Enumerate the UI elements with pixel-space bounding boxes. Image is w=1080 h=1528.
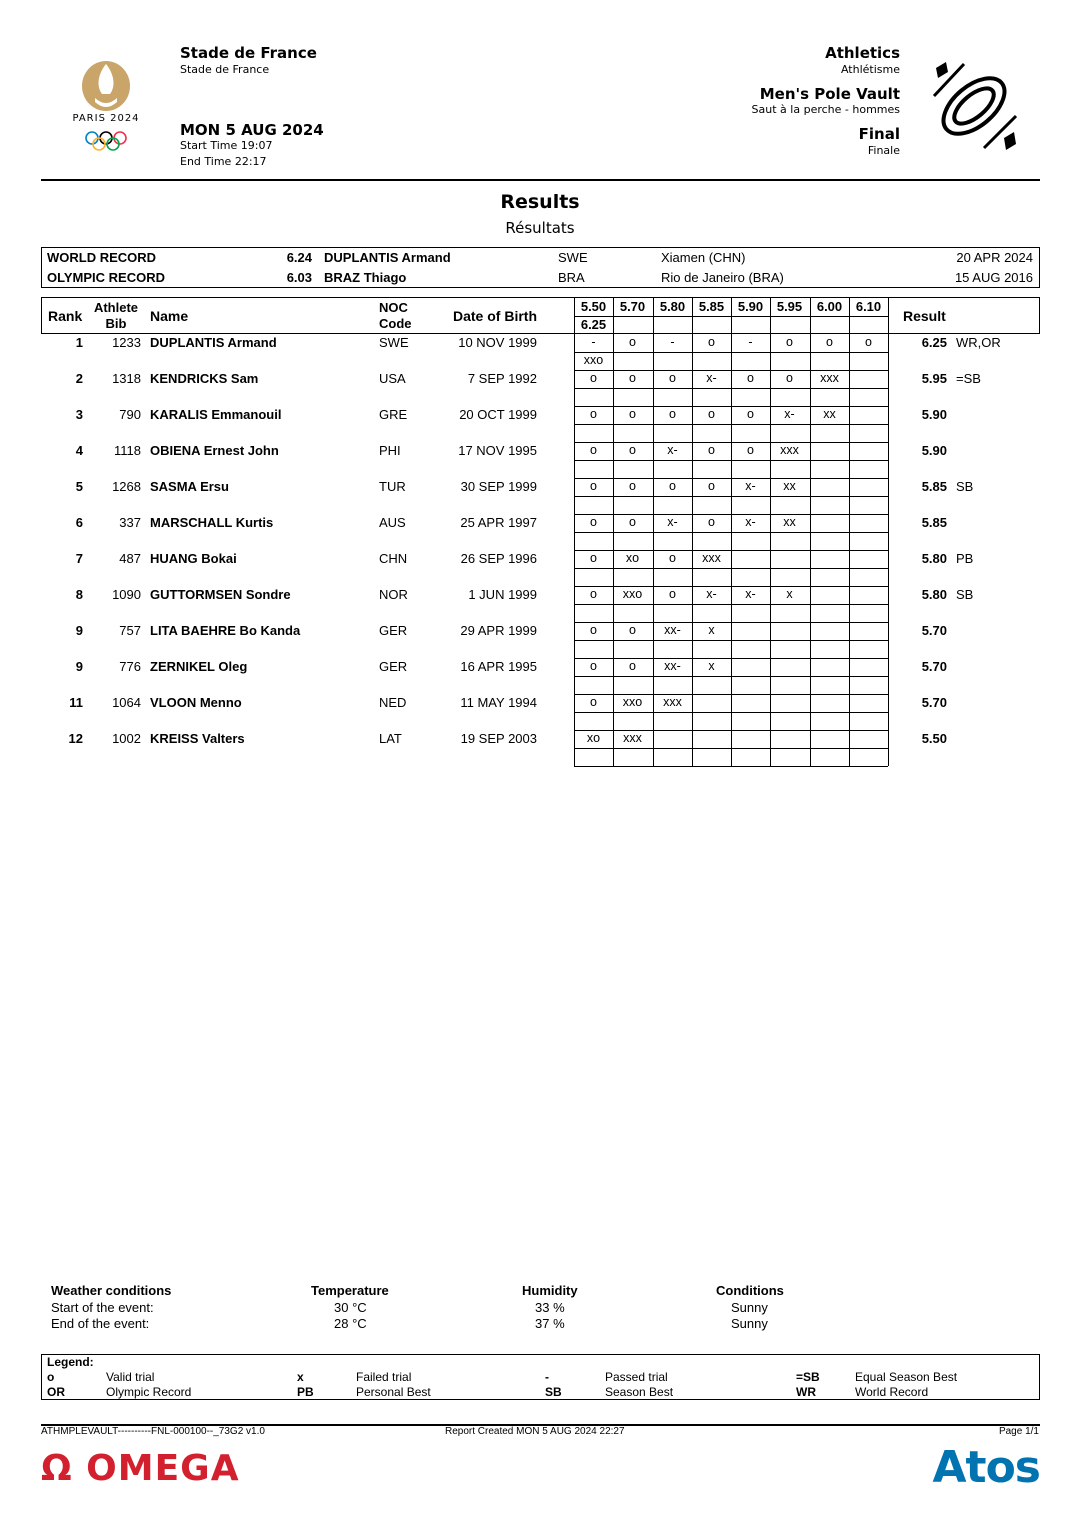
legend-code: WR xyxy=(796,1385,816,1399)
grid-line xyxy=(810,694,811,730)
athlete-name: DUPLANTIS Armand xyxy=(150,335,277,350)
grid-line xyxy=(888,370,889,406)
trial-cell: o xyxy=(590,479,597,493)
athlete-name: VLOON Menno xyxy=(150,695,242,710)
trial-cell: o xyxy=(747,407,754,421)
trial-cell: o xyxy=(708,443,715,457)
col-result: Result xyxy=(903,308,946,324)
grid-line xyxy=(770,658,771,694)
athlete-name: MARSCHALL Kurtis xyxy=(150,515,274,530)
height-label: 5.70 xyxy=(619,299,646,314)
trial-cell: xo xyxy=(625,551,640,565)
height-label: 5.95 xyxy=(776,299,803,314)
start-label: Start of the event: xyxy=(51,1300,154,1315)
grid-line xyxy=(888,730,889,766)
result: 5.80 xyxy=(921,587,947,602)
height-label: 5.90 xyxy=(737,299,764,314)
trial-cell: o xyxy=(629,371,636,385)
grid-line xyxy=(849,586,850,622)
record-noc: BRA xyxy=(558,270,585,285)
trial-cell: x- xyxy=(667,443,678,457)
dob: 7 SEP 1992 xyxy=(467,371,537,386)
trial-cell: x- xyxy=(745,515,756,529)
dob: 16 APR 1995 xyxy=(460,659,537,674)
trial-cell: xxx xyxy=(623,731,642,745)
grid-line xyxy=(810,586,811,622)
grid-line xyxy=(849,730,850,766)
trial-cell: o xyxy=(669,407,676,421)
trial-cell: xxx xyxy=(702,551,721,565)
record-holder: BRAZ Thiago xyxy=(324,270,407,285)
grid-line xyxy=(888,694,889,730)
trial-cell: - xyxy=(670,335,675,349)
dob: 26 SEP 1996 xyxy=(460,551,537,566)
grid-line xyxy=(849,442,850,478)
trial-cell: o xyxy=(590,407,597,421)
venue-fr: Stade de France xyxy=(180,63,270,76)
trial-cell: xx- xyxy=(664,659,681,673)
legend-code: o xyxy=(47,1370,55,1384)
trial-cell: o xyxy=(747,371,754,385)
trial-cell: o xyxy=(669,587,676,601)
grid-line xyxy=(888,658,889,694)
noc: AUS xyxy=(379,515,406,530)
grid-line xyxy=(810,730,811,766)
phase-fr: Finale xyxy=(867,144,900,157)
grid-line xyxy=(653,730,654,766)
athlete-name: GUTTORMSEN Sondre xyxy=(150,587,291,602)
page-number: Page 1/1 xyxy=(998,1426,1039,1437)
noc: GER xyxy=(379,623,408,638)
header-divider xyxy=(41,179,1040,181)
grid-line xyxy=(810,658,811,694)
bib: 1318 xyxy=(112,371,141,386)
result: 5.70 xyxy=(921,623,947,638)
grid-line xyxy=(770,694,771,730)
trial-cell: - xyxy=(591,335,596,349)
records-box xyxy=(41,247,1040,288)
rank: 12 xyxy=(68,731,83,746)
trial-cell: x- xyxy=(706,371,717,385)
athlete-name: SASMA Ersu xyxy=(150,479,229,494)
athlete-name: OBIENA Ernest John xyxy=(150,443,279,458)
rank: 7 xyxy=(75,551,83,566)
rank: 3 xyxy=(75,407,83,422)
rank: 6 xyxy=(75,515,83,530)
trial-cell: xx xyxy=(783,479,796,493)
noc: GRE xyxy=(379,407,408,422)
grid-line xyxy=(574,766,888,767)
dob: 29 APR 1999 xyxy=(460,623,537,638)
grid-line xyxy=(849,550,850,586)
result: 5.50 xyxy=(921,731,947,746)
athlete-name: LITA BAEHRE Bo Kanda xyxy=(150,623,301,638)
start-conditions: Sunny xyxy=(731,1300,768,1315)
trial-cell: o xyxy=(708,335,715,349)
height-label: 6.10 xyxy=(855,299,882,314)
athlete-name: ZERNIKEL Oleg xyxy=(150,659,248,674)
record-place: Rio de Janeiro (BRA) xyxy=(661,270,784,285)
noc: USA xyxy=(379,371,406,386)
athlete-name: KREISS Valters xyxy=(150,731,245,746)
results-table-header xyxy=(41,297,1040,334)
trial-cell: o xyxy=(590,443,597,457)
trial-cell: o xyxy=(708,515,715,529)
dob: 20 OCT 1999 xyxy=(459,407,537,422)
results-title: Results xyxy=(500,191,580,213)
result: 5.85 xyxy=(921,515,947,530)
start-temp: 30 °C xyxy=(334,1300,367,1315)
record-type: OLYMPIC RECORD xyxy=(47,270,165,285)
grid-line xyxy=(888,442,889,478)
end-label: End of the event: xyxy=(51,1316,150,1331)
trial-cell: xxx xyxy=(663,695,682,709)
record-type: WORLD RECORD xyxy=(47,250,157,265)
trial-cell: xxo xyxy=(583,353,604,367)
col-rank: Rank xyxy=(48,308,83,324)
record-place: Xiamen (CHN) xyxy=(661,250,746,265)
grid-line xyxy=(849,406,850,442)
record-noc: SWE xyxy=(558,250,588,265)
grid-line xyxy=(888,297,889,333)
grid-line xyxy=(888,478,889,514)
legend-desc: Failed trial xyxy=(356,1370,412,1384)
sport-fr: Athlétisme xyxy=(840,63,900,76)
trial-cell: - xyxy=(748,335,753,349)
trial-cell: o xyxy=(590,551,597,565)
legend-desc: Equal Season Best xyxy=(855,1370,958,1384)
atos-logo: Atos xyxy=(932,1442,1040,1493)
legend-code: - xyxy=(545,1370,549,1384)
conditions-header: Conditions xyxy=(716,1283,784,1298)
grid-line xyxy=(849,622,850,658)
trial-cell: o xyxy=(865,335,872,349)
rank: 11 xyxy=(69,695,83,710)
phase: Final xyxy=(858,125,900,143)
record-mark: 6.03 xyxy=(286,270,312,285)
legend-code: SB xyxy=(545,1385,562,1399)
trial-cell: xxo xyxy=(622,695,643,709)
trial-cell: o xyxy=(590,515,597,529)
record-date: 15 AUG 2016 xyxy=(954,270,1033,285)
legend-desc: Personal Best xyxy=(356,1385,431,1399)
grid-line xyxy=(849,478,850,514)
trial-cell: o xyxy=(629,515,636,529)
grid-line xyxy=(810,622,811,658)
legend-desc: Passed trial xyxy=(605,1370,668,1384)
grid-line xyxy=(888,550,889,586)
grid-line xyxy=(849,514,850,550)
height-label: 6.25 xyxy=(580,317,607,332)
rank: 8 xyxy=(75,587,83,602)
trial-cell: o xyxy=(669,479,676,493)
trial-cell: xo xyxy=(586,731,601,745)
trial-cell: x xyxy=(708,623,715,637)
grid-line xyxy=(810,550,811,586)
height-label: 5.50 xyxy=(580,299,607,314)
trial-cell: o xyxy=(629,443,636,457)
height-label: 5.80 xyxy=(659,299,686,314)
dob: 10 NOV 1999 xyxy=(458,335,537,350)
result: 5.90 xyxy=(921,407,947,422)
end-conditions: Sunny xyxy=(731,1316,768,1331)
grid-line xyxy=(888,406,889,442)
trial-cell: o xyxy=(629,623,636,637)
dob: 25 APR 1997 xyxy=(460,515,537,530)
legend-desc: Olympic Record xyxy=(106,1385,192,1399)
grid-line xyxy=(888,622,889,658)
start-time: Start Time 19:07 xyxy=(180,139,273,152)
legend-code: PB xyxy=(297,1385,314,1399)
bib: 1118 xyxy=(114,443,141,458)
noc: CHN xyxy=(379,551,408,566)
trial-cell: x- xyxy=(745,587,756,601)
col-dob: Date of Birth xyxy=(453,308,537,324)
bib: 757 xyxy=(119,623,141,638)
paris-2024-emblem-icon xyxy=(62,58,150,158)
height-label: 5.85 xyxy=(698,299,725,314)
athlete-name: HUANG Bokai xyxy=(150,551,237,566)
trial-cell: o xyxy=(747,443,754,457)
trial-cell: xxo xyxy=(622,587,643,601)
grid-line xyxy=(770,730,771,766)
event-date: MON 5 AUG 2024 xyxy=(180,121,324,139)
legend-title: Legend: xyxy=(47,1355,94,1369)
bib: 1233 xyxy=(112,335,141,350)
col-athlete: Athlete xyxy=(93,300,139,315)
noc: SWE xyxy=(379,335,409,350)
bib: 1064 xyxy=(112,695,141,710)
col-bib: Bib xyxy=(105,316,127,331)
result-note: =SB xyxy=(956,371,981,386)
grid-line xyxy=(888,514,889,550)
trial-cell: x- xyxy=(706,587,717,601)
grid-line xyxy=(731,550,732,586)
grid-line xyxy=(731,694,732,730)
bib: 790 xyxy=(119,407,141,422)
results-title-fr: Résultats xyxy=(505,219,575,237)
height-label: 6.00 xyxy=(816,299,843,314)
venue: Stade de France xyxy=(180,44,317,62)
trial-cell: o xyxy=(708,479,715,493)
trial-cell: x- xyxy=(745,479,756,493)
noc: NED xyxy=(379,695,407,710)
trial-cell: x xyxy=(786,587,793,601)
end-temp: 28 °C xyxy=(334,1316,367,1331)
noc: NOR xyxy=(379,587,408,602)
result: 5.70 xyxy=(921,659,947,674)
grid-line xyxy=(692,694,693,730)
grid-line xyxy=(888,586,889,622)
result: 5.70 xyxy=(921,695,947,710)
temperature-header: Temperature xyxy=(311,1283,389,1298)
grid-line xyxy=(731,730,732,766)
trial-cell: xx xyxy=(823,407,836,421)
record-holder: DUPLANTIS Armand xyxy=(324,250,451,265)
record-mark: 6.24 xyxy=(286,250,312,265)
record-date: 20 APR 2024 xyxy=(956,250,1033,265)
trial-cell: o xyxy=(786,335,793,349)
rank: 4 xyxy=(75,443,83,458)
col-name: Name xyxy=(150,308,189,324)
trial-cell: xx- xyxy=(664,623,681,637)
trial-cell: o xyxy=(629,335,636,349)
grid-line xyxy=(692,730,693,766)
bib: 1090 xyxy=(112,587,141,602)
legend-desc: Valid trial xyxy=(106,1370,155,1384)
omega-logo: Ω OMEGA xyxy=(41,1448,240,1489)
grid-line xyxy=(770,622,771,658)
trial-cell: xx xyxy=(783,515,796,529)
weather-title: Weather conditions xyxy=(51,1283,172,1298)
grid-line xyxy=(731,622,732,658)
result: 5.90 xyxy=(921,443,947,458)
trial-cell: o xyxy=(826,335,833,349)
rank: 9 xyxy=(75,623,83,638)
bib: 337 xyxy=(119,515,141,530)
event-name: Men's Pole Vault xyxy=(759,85,900,103)
start-humidity: 33 % xyxy=(535,1300,565,1315)
trial-cell: o xyxy=(669,551,676,565)
legend-desc: Season Best xyxy=(605,1385,674,1399)
dob: 19 SEP 2003 xyxy=(460,731,537,746)
trial-cell: o xyxy=(708,407,715,421)
result: 5.95 xyxy=(921,371,947,386)
bib: 776 xyxy=(119,659,141,674)
logo-text: PARIS 2024 xyxy=(72,113,140,124)
grid-line xyxy=(849,694,850,730)
end-time: End Time 22:17 xyxy=(180,155,267,168)
result: 5.85 xyxy=(921,479,947,494)
result-note: SB xyxy=(956,587,974,602)
athletics-pictogram-icon xyxy=(926,58,1022,154)
trial-cell: o xyxy=(590,587,597,601)
noc: LAT xyxy=(379,731,402,746)
grid-line xyxy=(810,442,811,478)
legend-code: x xyxy=(297,1370,304,1384)
grid-line xyxy=(810,514,811,550)
trial-cell: xxx xyxy=(820,371,839,385)
noc: TUR xyxy=(379,479,406,494)
end-humidity: 37 % xyxy=(535,1316,565,1331)
rank: 5 xyxy=(75,479,83,494)
trial-cell: o xyxy=(629,659,636,673)
bib: 487 xyxy=(119,551,141,566)
trial-cell: x xyxy=(708,659,715,673)
sport: Athletics xyxy=(825,44,900,62)
grid-line xyxy=(770,550,771,586)
bib: 1002 xyxy=(112,731,141,746)
legend-code: =SB xyxy=(796,1370,820,1384)
dob: 11 MAY 1994 xyxy=(460,695,537,710)
trial-cell: x- xyxy=(784,407,795,421)
grid-line xyxy=(849,658,850,694)
grid-line xyxy=(888,334,889,370)
result: 5.80 xyxy=(921,551,947,566)
result: 6.25 xyxy=(921,335,947,350)
athlete-name: KENDRICKS Sam xyxy=(150,371,259,386)
doc-code: ATHMPLEVAULT----------FNL-000100--_73G2 v1.0 xyxy=(41,1426,265,1437)
rank: 9 xyxy=(75,659,83,674)
grid-line xyxy=(810,478,811,514)
result-note: PB xyxy=(956,551,974,566)
trial-cell: o xyxy=(590,623,597,637)
trial-cell: x- xyxy=(667,515,678,529)
noc: PHI xyxy=(379,443,401,458)
trial-cell: o xyxy=(629,479,636,493)
report-created: Report Created MON 5 AUG 2024 22:27 xyxy=(445,1426,625,1437)
paris-2024-logo xyxy=(62,58,150,158)
trial-cell: o xyxy=(590,659,597,673)
col-noc: NOC xyxy=(379,300,408,315)
noc: GER xyxy=(379,659,408,674)
dob: 30 SEP 1999 xyxy=(460,479,537,494)
trial-cell: o xyxy=(629,407,636,421)
dob: 17 NOV 1995 xyxy=(458,443,537,458)
trial-cell: xxx xyxy=(780,443,799,457)
athlete-name: KARALIS Emmanouil xyxy=(150,407,282,422)
rank: 2 xyxy=(75,371,83,386)
bib: 1268 xyxy=(112,479,141,494)
trial-cell: o xyxy=(590,371,597,385)
rank: 1 xyxy=(75,335,83,350)
legend-code: OR xyxy=(47,1385,65,1399)
humidity-header: Humidity xyxy=(522,1283,578,1298)
trial-cell: o xyxy=(590,695,597,709)
dob: 1 JUN 1999 xyxy=(468,587,537,602)
col-code: Code xyxy=(379,316,412,331)
event-name-fr: Saut à la perche - hommes xyxy=(751,103,900,116)
trial-cell: o xyxy=(786,371,793,385)
trial-cell: o xyxy=(669,371,676,385)
grid-line xyxy=(849,370,850,406)
result-note: SB xyxy=(956,479,974,494)
result-note: WR,OR xyxy=(956,335,1001,350)
legend-desc: World Record xyxy=(855,1385,929,1399)
grid-line xyxy=(731,658,732,694)
